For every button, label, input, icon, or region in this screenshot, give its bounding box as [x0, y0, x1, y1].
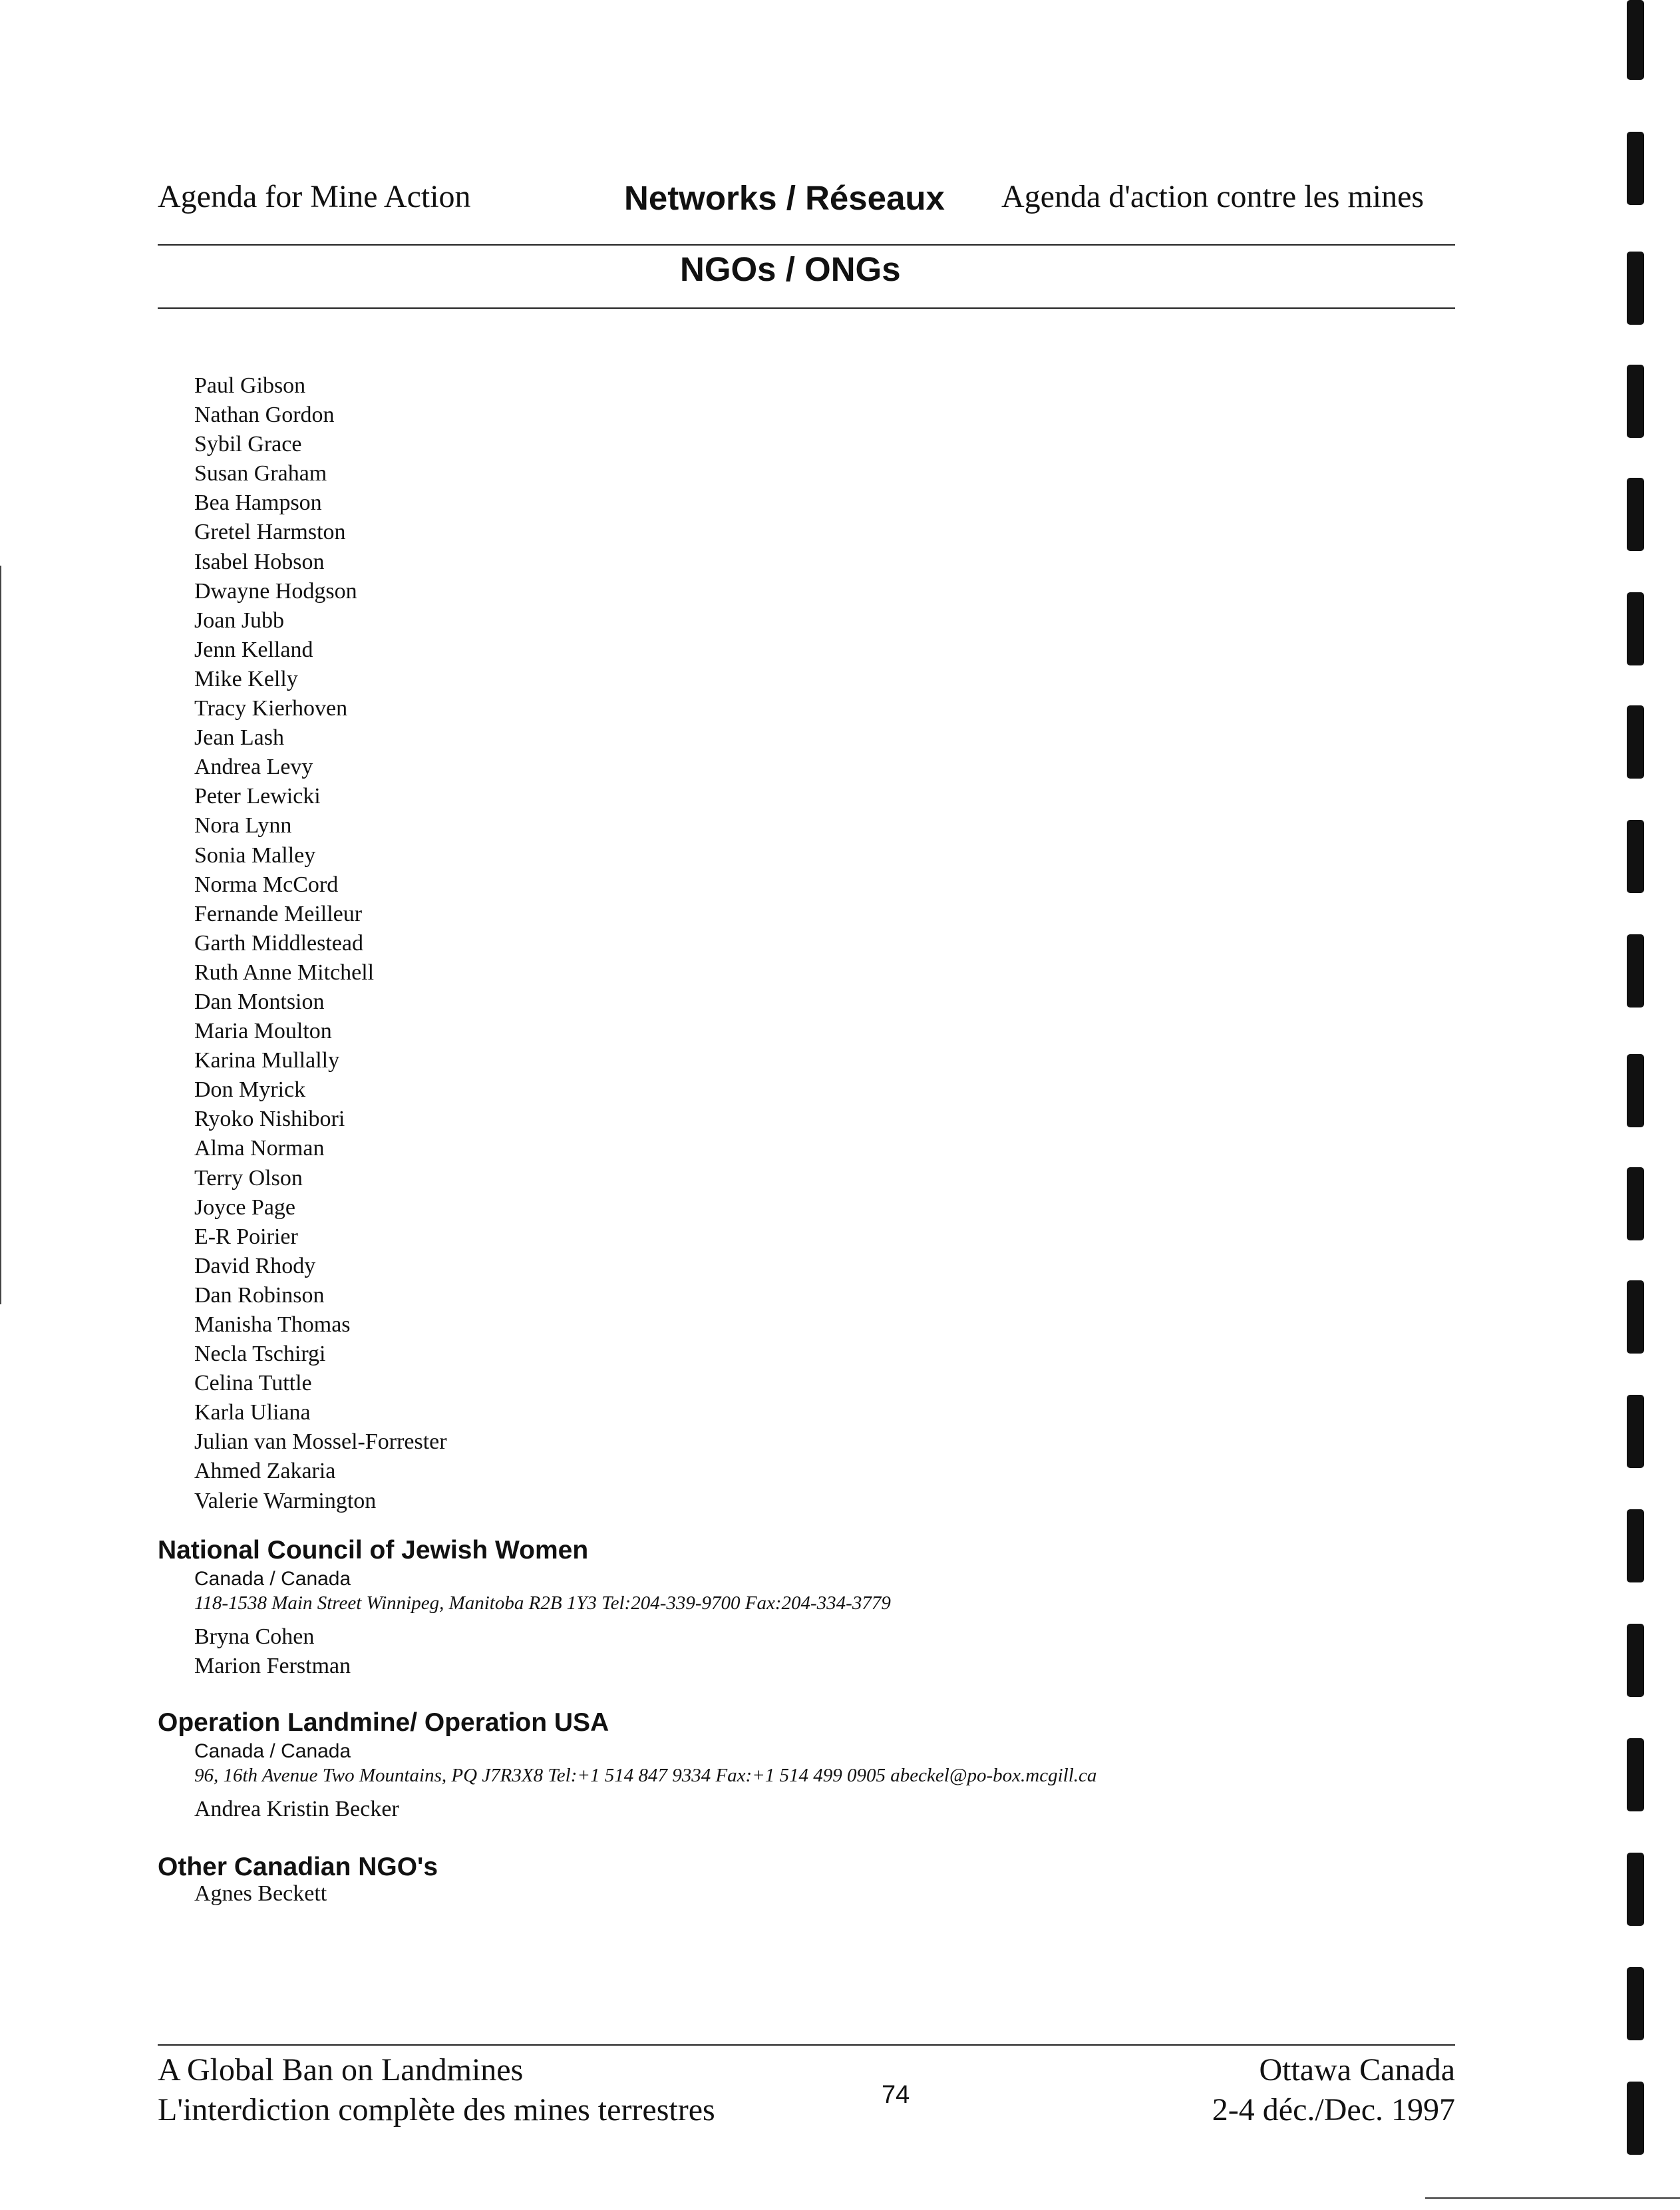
list-item: Jenn Kelland: [194, 637, 313, 662]
binder-hole-mark: [1627, 252, 1644, 325]
binder-hole-mark: [1627, 1395, 1644, 1468]
org-address: 96, 16th Avenue Two Mountains, PQ J7R3X8 Tel:+1 514 847 9334 Fax:+1 514 499 0905 abeckel@po-box.mcgill.ca: [194, 1765, 1097, 1786]
header-left-title: Agenda for Mine Action: [158, 179, 471, 214]
list-item: Dan Robinson: [194, 1282, 325, 1308]
scan-edge-line: [0, 566, 1, 1304]
header-rule-bottom: [158, 307, 1455, 309]
org-address: 118-1538 Main Street Winnipeg, Manitoba R2B 1Y3 Tel:204-339-9700 Fax:204-334-3779: [194, 1592, 891, 1614]
binder-hole-mark: [1627, 2082, 1644, 2155]
org-member: Andrea Kristin Becker: [194, 1797, 399, 1821]
list-item: Garth Middlestead: [194, 930, 363, 956]
list-item: Karina Mullally: [194, 1048, 340, 1073]
binder-hole-mark: [1627, 1738, 1644, 1811]
binder-hole-mark: [1627, 820, 1644, 893]
participant-list: [194, 371, 447, 1516]
binder-hole-mark: [1627, 1853, 1644, 1926]
list-item: Fernande Meilleur: [194, 901, 363, 926]
binder-hole-mark: [1627, 1624, 1644, 1697]
header-right-title: Agenda d'action contre les mines: [1001, 179, 1425, 214]
org-title: National Council of Jewish Women: [158, 1536, 589, 1565]
list-item: Dan Montsion: [194, 989, 325, 1014]
list-item: Ryoko Nishibori: [194, 1107, 345, 1132]
footer-right-line1: Ottawa Canada: [1259, 2052, 1455, 2088]
page-subtitle: NGOs / ONGs: [680, 250, 901, 288]
footer-right-line2: 2-4 déc./Dec. 1997: [1212, 2092, 1455, 2127]
list-item: Ruth Anne Mitchell: [194, 960, 375, 985]
footer-left-line1: A Global Ban on Landmines: [158, 2052, 524, 2088]
list-item: Isabel Hobson: [194, 549, 325, 574]
list-item: Celina Tuttle: [194, 1371, 312, 1396]
header-section-title: Networks / Réseaux: [624, 179, 945, 217]
binder-hole-mark: [1627, 705, 1644, 779]
list-item: Bea Hampson: [194, 490, 322, 516]
org-member: Marion Ferstman: [194, 1654, 351, 1678]
scan-corner-line: [1425, 2197, 1680, 2199]
binder-hole-mark: [1627, 1167, 1644, 1240]
list-item: Valerie Warmington: [194, 1488, 377, 1513]
footer-rule: [158, 2044, 1455, 2046]
list-item: Andrea Levy: [194, 755, 313, 780]
list-item: Don Myrick: [194, 1077, 306, 1103]
list-item: Nathan Gordon: [194, 403, 335, 428]
list-item: Gretel Harmston: [194, 520, 346, 545]
list-item: David Rhody: [194, 1253, 316, 1278]
binder-hole-mark: [1627, 1509, 1644, 1582]
binder-hole-mark: [1627, 592, 1644, 665]
binder-hole-mark: [1627, 1280, 1644, 1354]
list-item: Tracy Kierhoven: [194, 696, 348, 721]
list-item: Terry Olson: [194, 1165, 303, 1191]
org-member: Bryna Cohen: [194, 1624, 315, 1649]
list-item: Dwayne Hodgson: [194, 578, 357, 604]
org-country: Canada / Canada: [194, 1740, 351, 1762]
list-item: Alma Norman: [194, 1136, 325, 1161]
list-item: Norma McCord: [194, 872, 339, 897]
page-number: 74: [882, 2081, 910, 2109]
list-item: Julian van Mossel-Forrester: [194, 1429, 447, 1455]
list-item: Karla Uliana: [194, 1400, 311, 1425]
list-item: Necla Tschirgi: [194, 1342, 326, 1367]
org-member: Agnes Beckett: [194, 1881, 327, 1906]
org-title: Operation Landmine/ Operation USA: [158, 1708, 609, 1737]
binder-hole-mark: [1627, 1967, 1644, 2040]
binder-hole-mark: [1627, 132, 1644, 205]
binder-hole-mark: [1627, 365, 1644, 438]
list-item: Nora Lynn: [194, 813, 292, 838]
org-title: Other Canadian NGO's: [158, 1853, 438, 1881]
org-country: Canada / Canada: [194, 1568, 351, 1590]
list-item: Jean Lash: [194, 725, 285, 751]
binder-hole-mark: [1627, 1054, 1644, 1127]
binder-hole-mark: [1627, 934, 1644, 1008]
list-item: Ahmed Zakaria: [194, 1459, 336, 1484]
list-item: Sonia Malley: [194, 842, 316, 868]
list-item: Manisha Thomas: [194, 1312, 351, 1337]
list-item: Mike Kelly: [194, 666, 298, 691]
list-item: E-R Poirier: [194, 1224, 298, 1249]
list-item: Susan Graham: [194, 461, 327, 486]
list-item: Paul Gibson: [194, 373, 306, 398]
list-item: Maria Moulton: [194, 1019, 332, 1044]
list-item: Sybil Grace: [194, 432, 302, 457]
list-item: Joyce Page: [194, 1195, 296, 1220]
list-item: Joan Jubb: [194, 608, 285, 633]
list-item: Peter Lewicki: [194, 784, 321, 809]
footer-left-line2: L'interdiction complète des mines terrestres: [158, 2092, 715, 2127]
binder-hole-mark: [1627, 478, 1644, 551]
binder-hole-mark: [1627, 0, 1644, 80]
header-rule-top: [158, 244, 1455, 246]
